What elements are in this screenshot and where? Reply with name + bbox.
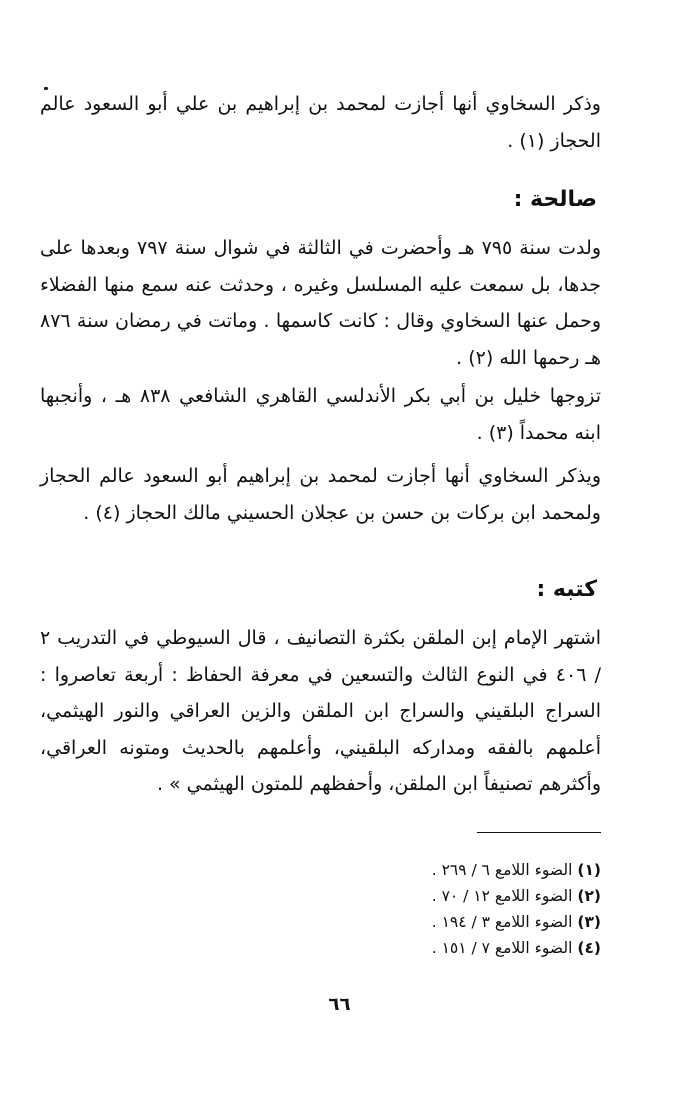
footnote-text: الضوء اللامع ٧ / ١٥١ . [431, 939, 573, 957]
paragraph-3: تزوجها خليل بن أبي بكر الأندلسي القاهري الشافعي ٨٣٨ هـ ، وأنجبها ابنه محمداً (٣) . [40, 385, 602, 444]
footnote-2 [432, 884, 601, 908]
footnote-text: الضوء اللامع ١٢ / ٧٠ . [431, 887, 573, 905]
footnote-1 [432, 858, 601, 882]
footnote-number: (٢) [577, 887, 601, 905]
footnote-3 [432, 910, 601, 934]
heading-kutubuh: كتبه : [536, 577, 597, 602]
page-number: ٦٦ [328, 994, 351, 1015]
footnote-separator [477, 832, 601, 833]
paragraph-5: اشتهر الإمام إبن الملقن بكثرة التصانيف ، قال السيوطي في التدريب ٢ / ٤٠٦ في النوع الثالث والتسعين في معرفة الحفاظ : أربعة تعاصروا : السراج البلقيني والسراج ابن الملقن والزين العراقي والنور الهيثمي، أعلمهم بالفقه ومداركه البلقيني، وأعلمهم بالحديث ومتونه العراقي، وأكثرهم تصنيفاً ابن الملقن، وأحفظهم للمتون الهيثمي » . [40, 627, 601, 795]
footnote-text: الضوء اللامع ٣ / ١٩٤ . [431, 913, 573, 931]
footnote-4 [432, 936, 601, 960]
heading-saliha: صالحة : [513, 187, 597, 212]
footnote-text: الضوء اللامع ٦ / ٢٦٩ . [431, 861, 573, 879]
paragraph-4: ويذكر السخاوي أنها أجازت لمحمد بن إبراهيم أبو السعود عالم الحجاز ولمحمد ابن بركات بن حسن بن عجلان الحسيني مالك الحجاز (٤) . [40, 465, 601, 524]
paragraph-1: وذكر السخاوي أنها أجازت لمحمد بن إبراهيم بن علي أبو السعود عالم الحجاز (١) . [40, 93, 601, 152]
footnote-number: (٤) [577, 939, 601, 957]
footnote-number: (٣) [577, 913, 601, 931]
paragraph-2: ولدت سنة ٧٩٥ هـ وأحضرت في الثالثة في شوال سنة ٧٩٧ وبعدها على جدها، بل سمعت عليه المسلسل وغيره ، وحدثت عنه سمع منها الفضلاء وحمل عنها السخاوي وقال : كانت كاسمها . وماتت في رمضان سنة ٨٧٦ هـ رحمها الله (٢) . [40, 237, 601, 369]
footnote-number: (١) [577, 861, 601, 879]
